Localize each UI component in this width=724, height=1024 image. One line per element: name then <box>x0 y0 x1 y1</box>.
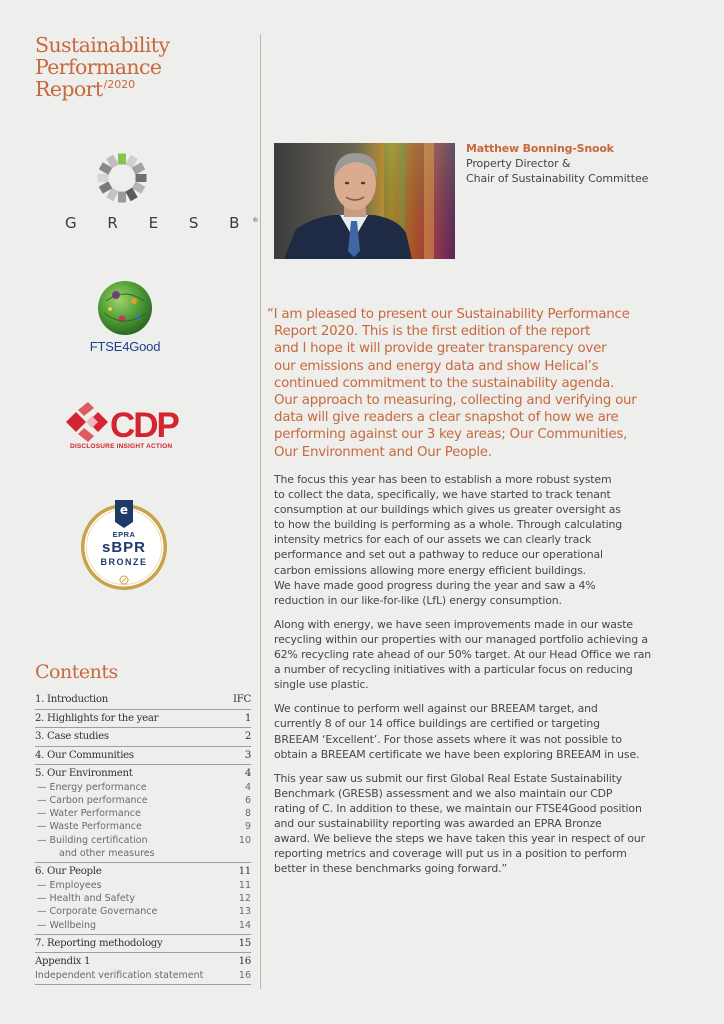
ftse4good-wordmark: FTSE4Good <box>89 339 161 354</box>
body-line: reporting metrics and coverage will put us in a position to perform <box>274 847 627 861</box>
toc-entry-label: — Employees <box>37 879 102 891</box>
body-line: obtain a BREEAM certificate we have been exploring BREEAM in use. <box>274 747 640 761</box>
quote-line: and I hope it will provide greater transparency over <box>274 341 607 357</box>
body-line: intensity metrics for each of our assets we can clearly track <box>274 533 592 547</box>
cdp-chevron-icon <box>66 402 110 442</box>
toc-entry-label: Appendix 1 <box>35 956 91 968</box>
toc-entry-page: 16 <box>238 956 251 968</box>
ftse4good-logo <box>84 279 166 354</box>
cdp-tagline: DISCLOSURE INSIGHT ACTION <box>70 443 173 450</box>
toc-subsection-entry[interactable] <box>35 847 251 860</box>
toc-section-entry[interactable] <box>35 730 251 744</box>
sbpr-label: sBPR <box>101 539 146 556</box>
gresb-ring-segment <box>136 174 147 182</box>
person-name: Matthew Bonning-Snook <box>466 142 614 155</box>
toc-group <box>35 935 251 954</box>
table-of-contents <box>35 691 251 985</box>
report-title <box>35 34 169 104</box>
toc-group <box>35 863 251 935</box>
cdp-wordmark: CDP <box>110 406 178 445</box>
body-line: rating of C. In addition to these, we maintain our FTSE4Good position <box>274 801 642 815</box>
toc-group <box>35 691 251 710</box>
toc-entry-page: 8 <box>244 808 251 820</box>
quote-line: data will give readers a clear snapshot of how we are <box>274 410 619 426</box>
toc-entry-label: — Building certification <box>37 834 148 846</box>
toc-entry-page: 11 <box>238 866 251 878</box>
toc-entry-label: and other measures <box>59 847 155 859</box>
toc-entry-page: 9 <box>244 821 251 833</box>
toc-entry-page: IFC <box>233 694 251 705</box>
gresb-ring-icon <box>94 150 150 206</box>
body-line: This year saw us submit our first Global Real Estate Sustainability <box>274 771 623 785</box>
toc-subsection-entry[interactable] <box>35 807 251 820</box>
toc-group <box>35 765 251 863</box>
body-text <box>274 472 694 885</box>
toc-entry-page: 1 <box>244 712 251 724</box>
toc-group <box>35 710 251 729</box>
toc-entry-page: 2 <box>244 731 251 742</box>
toc-section-entry[interactable] <box>35 712 251 726</box>
toc-entry-label: 4. Our Communities <box>35 749 134 761</box>
toc-entry-label: 1. Introduction <box>35 694 108 705</box>
toc-subsection-entry[interactable] <box>35 919 251 932</box>
toc-subsection-entry[interactable] <box>35 781 251 794</box>
quote-line: Our approach to measuring, collecting and verifying our <box>274 393 637 409</box>
title-line-2: Performance <box>35 55 162 79</box>
toc-entry-page: 12 <box>238 893 251 905</box>
body-paragraph <box>274 472 694 608</box>
toc-entry-label: — Health and Safety <box>37 893 136 905</box>
body-line: We have made good progress during the year and saw a 4% <box>274 578 596 592</box>
toc-entry-label: — Corporate Governance <box>37 906 158 918</box>
body-line: currently 8 of our 14 office buildings are certified or targeting <box>274 717 600 731</box>
toc-entry-label: 6. Our People <box>35 866 102 878</box>
epra-label: EPRA <box>112 530 136 539</box>
bronze-label: BRONZE <box>100 557 148 567</box>
body-line: reduction in our like-for-like (LfL) energy consumption. <box>274 593 562 607</box>
body-line: BREEAM ‘Excellent’. For those assets where it was not possible to <box>274 732 622 746</box>
body-line: Along with energy, we have seen improvements made in our waste <box>274 617 633 631</box>
toc-entry-page: 10 <box>238 834 251 846</box>
toc-section-entry[interactable] <box>35 693 251 707</box>
person-role-line-2: Chair of Sustainability Committee <box>466 172 649 185</box>
toc-subsection-entry[interactable] <box>35 892 251 905</box>
body-line: a number of recycling initiatives with a particular focus on reducing <box>274 663 633 677</box>
toc-entry-page: 4 <box>244 768 251 779</box>
gresb-logo <box>60 150 259 232</box>
toc-section-entry[interactable] <box>35 865 251 879</box>
epra-sbpr-badge <box>79 500 169 592</box>
epra-badge-letter: e <box>119 503 129 517</box>
toc-entry-page: 16 <box>238 969 251 981</box>
toc-subsection-entry[interactable] <box>35 905 251 918</box>
body-line: performance and set out a pathway to reduce our operational <box>274 548 603 562</box>
title-line-3-text: Report <box>35 77 103 101</box>
body-line: consumption at our buildings which gives us greater oversight as <box>274 503 621 517</box>
toc-entry-page: 15 <box>238 937 251 949</box>
body-paragraph <box>274 617 694 692</box>
person-caption <box>466 141 648 186</box>
body-line: to how the building is performing as a whole. Through calculating <box>274 518 623 532</box>
toc-entry-label: 7. Reporting methodology <box>35 937 163 949</box>
toc-entry-page: 14 <box>238 919 251 931</box>
contents-heading: Contents <box>35 661 118 683</box>
toc-entry-label: — Carbon performance <box>37 794 148 806</box>
quote-line: continued commitment to the sustainability agenda. <box>274 375 615 391</box>
toc-entry-label: — Waste Performance <box>37 821 142 833</box>
toc-subsection-entry[interactable] <box>35 820 251 833</box>
toc-section-entry[interactable] <box>35 749 251 763</box>
toc-entry-page: 3 <box>244 749 251 761</box>
person-role-line-1: Property Director & <box>466 157 571 170</box>
gresb-registered-mark: ® <box>252 217 259 224</box>
quote-line: performing against our 3 key areas; Our Communities, <box>274 427 628 443</box>
toc-entry-page: 6 <box>244 794 251 806</box>
quote-line: Report 2020. This is the first edition of the report <box>274 324 591 340</box>
toc-entry-label: — Energy performance <box>37 781 147 793</box>
body-paragraph <box>274 701 694 761</box>
body-line: Benchmark (GRESB) assessment and we also maintain our CDP <box>274 786 613 800</box>
body-line: 62% recycling rate ahead of our 50% target. At our Head Office we ran <box>274 648 652 662</box>
body-line: recycling within our properties with our managed portfolio achieving a <box>274 632 648 646</box>
body-paragraph <box>274 771 694 877</box>
title-line-1: Sustainability <box>35 33 170 57</box>
gresb-ring-segment <box>98 174 109 182</box>
toc-section-entry[interactable] <box>35 767 251 781</box>
title-line-3 <box>35 78 169 104</box>
pull-quote <box>267 306 692 461</box>
gresb-ring-segment <box>118 154 126 165</box>
column-divider <box>260 34 261 989</box>
portrait-photo <box>274 143 455 259</box>
body-line: carbon emissions allowing more energy efficient buildings. <box>274 563 586 577</box>
gresb-wordmark: G R E S B <box>65 214 253 232</box>
toc-entry-label: 5. Our Environment <box>35 768 133 779</box>
toc-entry-label: 3. Case studies <box>35 731 109 742</box>
toc-entry-page: 11 <box>238 879 251 891</box>
quote-line: “I am pleased to present our Sustainability Performance <box>267 307 630 322</box>
toc-subsection-entry[interactable] <box>35 879 251 892</box>
body-line: better in these benchmarks going forward.” <box>274 862 507 876</box>
toc-group <box>35 747 251 766</box>
body-line: The focus this year has been to establish a more robust system <box>274 473 612 486</box>
toc-entry-label: 2. Highlights for the year <box>35 712 159 724</box>
toc-section-entry[interactable] <box>35 955 251 969</box>
toc-subsection-entry[interactable] <box>35 834 251 847</box>
toc-group <box>35 728 251 747</box>
toc-entry-label: — Wellbeing <box>37 919 97 931</box>
toc-entry-page: 4 <box>244 781 251 793</box>
quote-line: our emissions and energy data and show Helical’s <box>274 358 599 374</box>
toc-subsection-entry[interactable] <box>35 794 251 807</box>
report-year: /2020 <box>103 78 136 91</box>
body-line: We continue to perform well against our BREEAM target, and <box>274 702 598 716</box>
toc-entry-label: — Water Performance <box>37 808 141 820</box>
toc-entry-page: 13 <box>238 906 251 918</box>
toc-group <box>35 953 251 985</box>
body-line: to collect the data, specifically, we have started to track tenant <box>274 488 611 502</box>
toc-entry-label: Independent verification statement <box>35 969 204 981</box>
globe-icon <box>96 279 154 337</box>
body-line: single use plastic. <box>274 678 369 692</box>
toc-section-entry[interactable] <box>35 937 251 951</box>
body-line: award. We believe the steps we have taken this year in respect of our <box>274 832 645 846</box>
gresb-ring-segment <box>118 192 126 203</box>
body-line: and our sustainability reporting was awarded an EPRA Bronze <box>274 816 602 830</box>
toc-subsection-entry[interactable] <box>35 969 251 982</box>
quote-line: Our Environment and Our People. <box>274 444 492 460</box>
